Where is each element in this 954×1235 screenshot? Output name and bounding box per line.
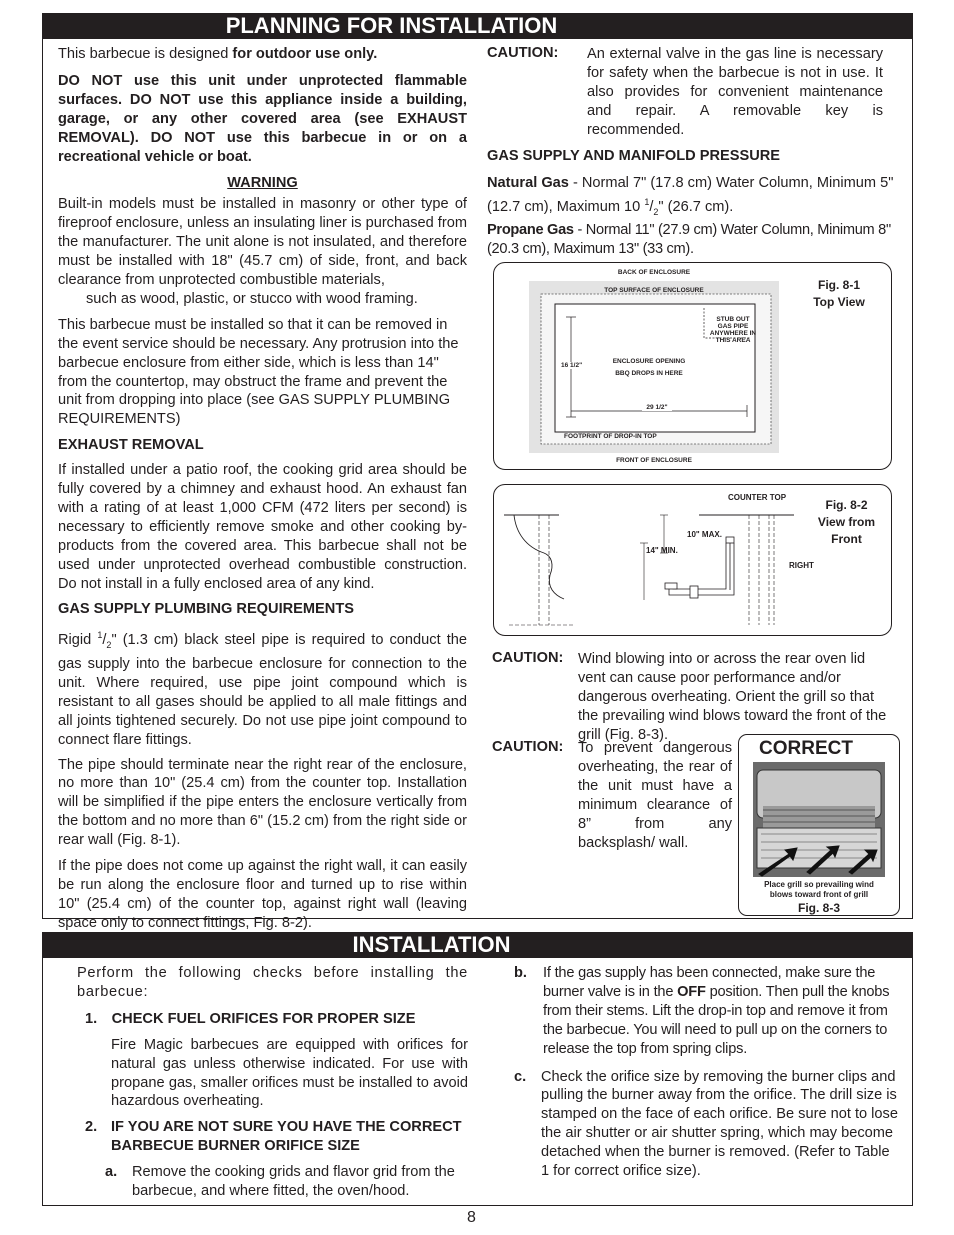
fig-8-3-note-line-2: blows toward front of grill [769, 890, 869, 899]
installation-title-text: INSTALLATION [352, 932, 511, 957]
fig-8-1-stub-label [704, 316, 762, 344]
fig-8-2-right-label: RIGHT [789, 561, 814, 570]
installation-left-column [77, 964, 468, 1201]
natural-gas-post: " (26.7 cm). [658, 198, 734, 215]
fig-8-1-width-label: 29 1/2" [642, 404, 672, 411]
plumbing-text: Rigid $^1/_2$" (1.3 cm) black steel pipe is required to conduct the gas supply into the barbecue enclosure for connection to the unit. Where required, use pipe joint compound which is resistant to all gases should be applied to all male fittings and all joints tightened securely. Do not use pipe joint compound to connect flare fittings. [58, 630, 467, 748]
fig-8-1-back-label: BACK OF ENCLOSURE [617, 269, 691, 276]
step-1-text: Fire Magic barbecues are equipped with orifices for natural gas unless otherwise indicated. For use with propane gas, smaller orifices must be installed to avoid hazardous overheating. [111, 1036, 468, 1110]
installation-right-column [514, 964, 898, 1181]
fig-8-2-caption-line-1: View from [817, 515, 876, 529]
planning-title [42, 13, 913, 39]
planning-left-column [58, 45, 467, 933]
plumbing-heading: GAS SUPPLY PLUMBING REQUIREMENTS [58, 601, 354, 618]
fig-8-1-stub-line-2: GAS PIPE [717, 323, 749, 330]
plumbing-post: " (1.3 cm) black steel pipe is required to conduct the gas supply into the barbecue enclosure for connection to the unit. Where required, use pipe joint compound which is resistant to all gases should be applied to all male fittings and all joints tightened securely. Do not use pipe joint compound to connect flare fittings. [58, 632, 467, 748]
natural-gas-label: Natural Gas [487, 174, 569, 191]
warning-text: Built-in models must be installed in masonry or other type of fireproof enclosure, unless an insulating liner is purchased from the manufacturer. The unit alone is not insulated, and therefore must be installed with 18" (45.7 cm) of side, front, and back clearance from unprotected combustible materials, [58, 196, 467, 288]
installation-title [42, 932, 913, 958]
fig-8-1-drops-label: BBQ DROPS IN HERE [615, 370, 683, 377]
caution-valve-text: An external valve in the gas line is necessary for safety when the barbecue is not in use. It also provides for convenient maintenance and repair. A removable key is recommended. [587, 46, 883, 138]
plumbing-frac-den: 2 [106, 640, 112, 651]
step-a-text: Remove the cooking grids and flavor grid from the barbecue, and where fitted, the oven/hood. [132, 1164, 455, 1200]
natural-frac-den: 2 [653, 206, 659, 217]
page-number: 8 [467, 1209, 476, 1226]
fig-8-2-caption-number: Fig. 8-2 [825, 498, 868, 512]
step-a [105, 1163, 468, 1201]
fig-8-2-max-label: 10" MAX. [687, 530, 722, 539]
pressure-block [487, 147, 896, 259]
planning-title-text: PLANNING FOR INSTALLATION [225, 13, 558, 38]
fig-8-1-depth-label: 16 1/2" [561, 362, 583, 369]
fig-8-1-stub-line-4: THIS AREA [715, 337, 751, 344]
warning-text-tail: such as wood, plastic, or stucco with wood framing. [86, 290, 418, 307]
caution-rear-text: To prevent dangerous overheating, the rear of the unit must have a minimum clearance of 8” from any backsplash/ wall. [578, 740, 732, 851]
fig-8-1-stub-line-1: STUB OUT [716, 316, 750, 323]
natural-frac-num: 1 [644, 196, 650, 207]
step-c-label: c. [514, 1068, 527, 1085]
fig-8-1-top-surface-label: TOP SURFACE OF ENCLOSURE [604, 287, 704, 294]
step-b-bold: OFF [677, 983, 706, 1000]
step-2-heading [85, 1118, 468, 1156]
step-a-label: a. [105, 1164, 118, 1181]
donot-paragraph: DO NOT use this unit under unprotected flammable surfaces. DO NOT use this appliance inside a building, garage, or any other covered area (see EXHAUST REMOVAL). DO NOT use this barbecue in or on a recreational vehicle or boat. [58, 72, 467, 165]
fig-8-1-caption-number: Fig. 8-1 [817, 278, 860, 292]
caution-wind-text: Wind blowing into or across the rear oven lid vent can cause poor performance and/or dangerous overheating. Orient the grill so that the prevailing wind blows toward the front of the grill (Fig. 8-3). [578, 651, 887, 743]
caution-valve-block [487, 45, 883, 140]
step-2-heading-text: IF YOU ARE NOT SURE YOU HAVE THE CORRECT BARBECUE BURNER ORIFICE SIZE [111, 1119, 462, 1155]
grill-illustration [749, 762, 889, 877]
fig-8-3 [738, 734, 900, 916]
caution-rear-block [492, 739, 732, 852]
step-b-text [543, 964, 898, 1059]
fig-8-1-stub-line-3: ANYWHERE IN [709, 330, 757, 337]
installation-intro: Perform the following checks before installing the barbecue: [77, 965, 468, 1000]
fig-8-3-correct-label: CORRECT [759, 738, 853, 759]
step-c [514, 1068, 898, 1181]
step-1-heading-text: CHECK FUEL ORIFICES FOR PROPER SIZE [111, 1010, 416, 1027]
caution-wind-label: CAUTION: [492, 650, 564, 666]
step-1-number: 1. [85, 1010, 98, 1027]
propane-gas-label: Propane Gas [487, 222, 574, 239]
fig-8-3-caption: Fig. 8-3 [797, 901, 840, 915]
intro-bold: for outdoor use only. [232, 46, 378, 62]
propane-gas-text: - Normal 11" (27.9 cm) Water Column, Minimum 8" (20.3 cm), Maximum 13" (33 cm). [487, 222, 891, 258]
caution-wind-block [492, 650, 896, 745]
fig-8-1-opening-label: ENCLOSURE OPENING [612, 358, 686, 365]
caution-valve-label: CAUTION: [487, 45, 559, 61]
fig-8-1-footprint-label: FOOTPRINT OF DROP-IN TOP [564, 433, 657, 440]
step-b-pre: If the gas supply has been connected, make sure the burner valve is in the [543, 965, 876, 1000]
natural-gas-pre: - Normal 7" (17.8 cm) Water Column, Minimum 5" (12.7 cm), Maximum 10 [487, 174, 894, 215]
fig-8-2 [493, 484, 892, 636]
natural-gas-line: Natural Gas - Normal 7" (17.8 cm) Water Column, Minimum 5" (12.7 cm), Maximum 10 $^1/_2$" (26.7 cm). [487, 174, 894, 217]
removal-text: This barbecue must be installed so that it can be removed in the event service should be necessary. Any protrusion into the barbecue enclosure from either side, which is less than 14" from the countertop, may obstruct the frame and prevent the unit from dropping into place (see GAS SUPPLY PLUMBING REQUIREMENTS) [58, 316, 459, 428]
intro-plain: This barbecue is designed [58, 46, 233, 62]
fig-8-2-caption [799, 497, 894, 548]
exhaust-heading: EXHAUST REMOVAL [58, 437, 204, 454]
step-2-number: 2. [85, 1119, 98, 1136]
fig-8-1-caption-title: Top View [813, 295, 865, 309]
propane-gas-line [487, 221, 896, 259]
step-b-label: b. [514, 965, 527, 981]
plumbing-frac-num: 1 [97, 630, 103, 641]
fig-8-3-note-line-1: Place grill so prevailing wind [764, 880, 874, 889]
fig-8-1-front-label: FRONT OF ENCLOSURE [616, 457, 692, 464]
fig-8-2-counter-label: COUNTER TOP [728, 493, 787, 502]
fig-8-1-caption [794, 277, 884, 311]
intro-paragraph [58, 45, 467, 64]
exhaust-text: If installed under a patio roof, the cooking grid area should be fully covered by a chimney and exhaust hood. An exhaust fan with a rating of at least 1,000 CFM (472 liters per second) is necessary to efficiently remove smoke and other cooking by-products from the covered area. This barbecue shall not be used under unprotected overhead combustible construction. Do not install in a fully enclosed area of any kind. [58, 462, 467, 592]
fig-8-1 [493, 262, 892, 470]
step-b [514, 964, 898, 1059]
warning-heading: WARNING [227, 175, 298, 192]
step-c-text: Check the orifice size by removing the burner clips and pulling the burner away from the orifice. The drill size is stamped on the face of each orifice. Be sure not to lose the air shutter or air shutter spring, which may become detached when the burner is removed. (Refer to Table 1 for correct orifice size). [541, 1068, 898, 1180]
plumbing-pre: Rigid [58, 632, 98, 649]
step-1-heading [85, 1010, 468, 1029]
pressure-heading: GAS SUPPLY AND MANIFOLD PRESSURE [487, 148, 780, 164]
fig-8-2-min-label: 14" MIN. [646, 546, 678, 555]
caution-rear-label: CAUTION: [492, 739, 564, 755]
pipe-wall-text: If the pipe does not come up against the right wall, it can easily be run along the enclosure floor and turned up to rise within 10" (25.4 cm) of the counter top, against right wall (leaving space only to connect fittings, Fig. 8-2). [58, 858, 467, 931]
fig-8-2-caption-line-2: Front [831, 532, 862, 546]
pipe-text: The pipe should terminate near the right rear of the enclosure, no more than 10" (25.4 cm) from the counter top. Installation will be simplified if the pipe enters the enclosure vertically from the bottom and no more than 6" (15.2 cm) from the right side or rear wall (Fig. 8-1). [58, 756, 467, 849]
fig-8-3-note [743, 880, 895, 900]
step-b-post: position. Then pull the knobs from their stems. Lift the drop-in top and remove it from the barbecue. You will need to pull up on the corners to release the top from spring clips. [543, 983, 890, 1057]
